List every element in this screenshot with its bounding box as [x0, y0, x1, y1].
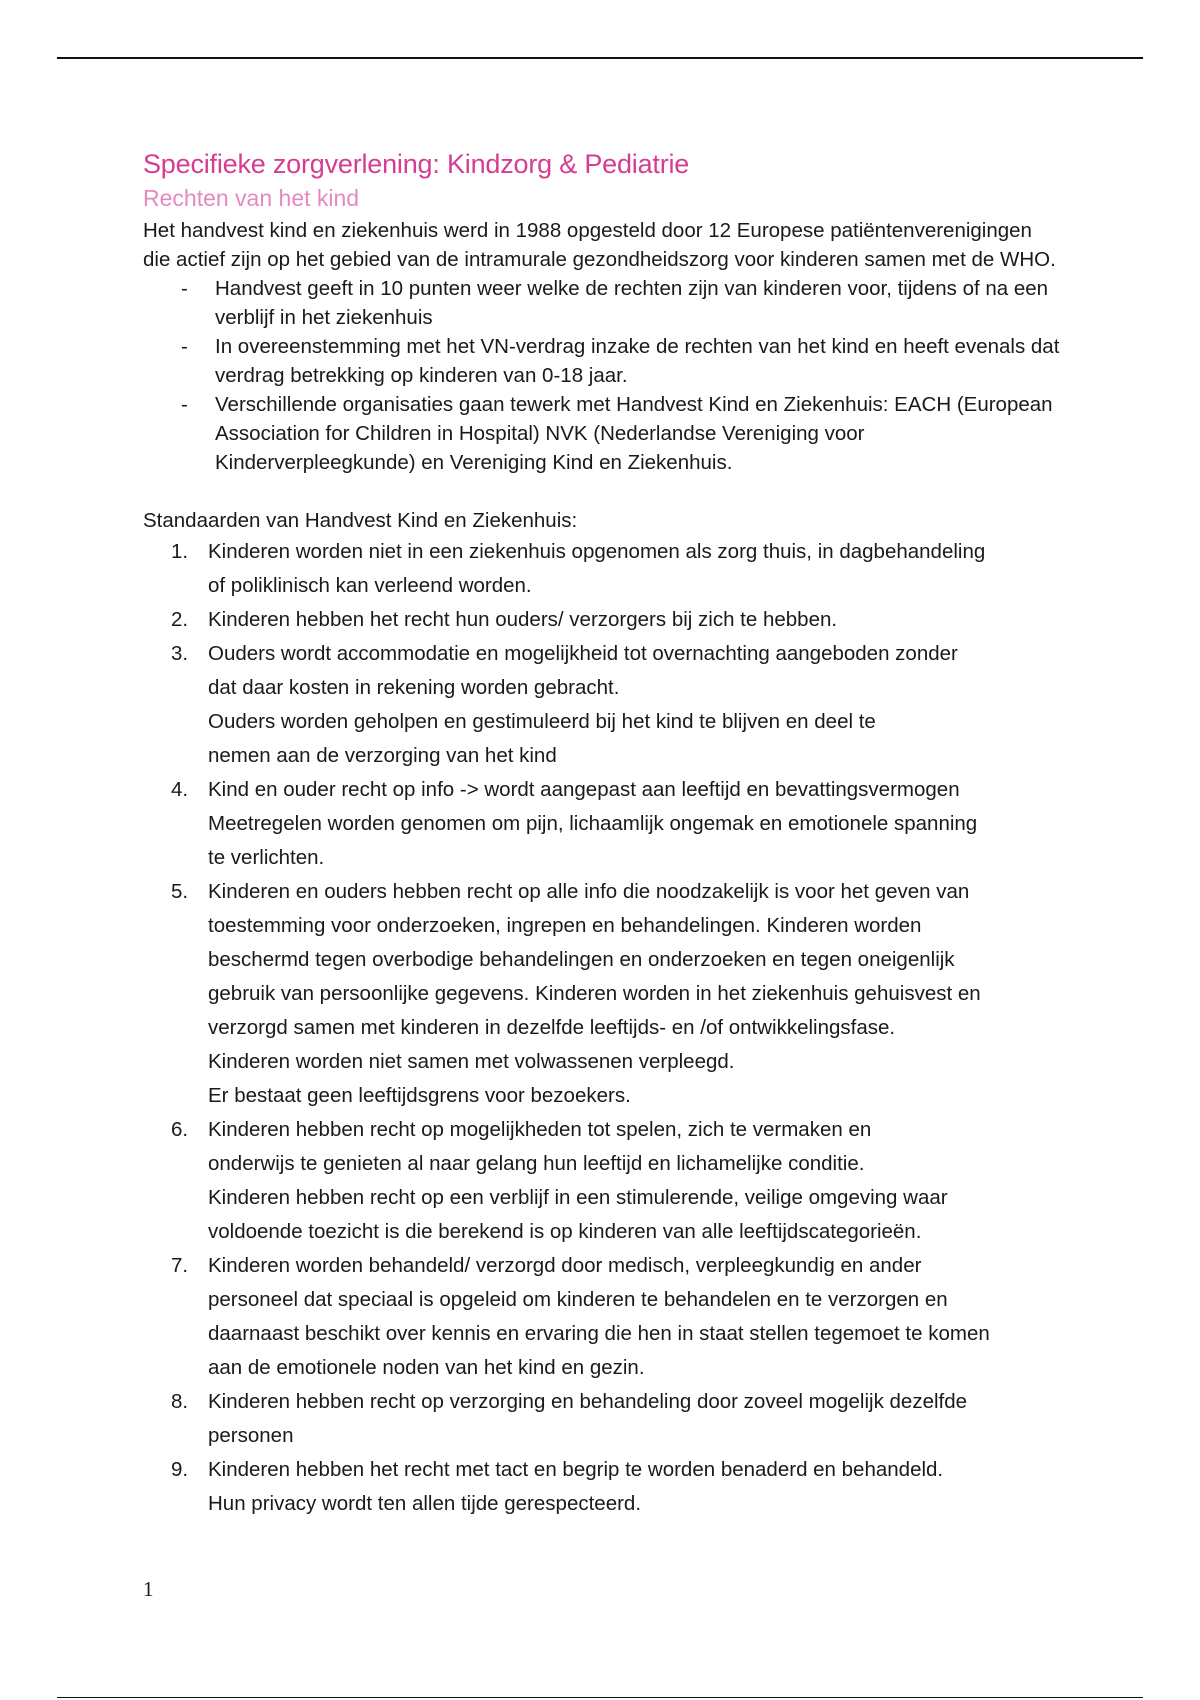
standard-line: Kinderen en ouders hebben recht op alle info die noodzakelijk is voor het geven van — [208, 880, 970, 903]
standard-line: dat daar kosten in rekening worden gebracht. — [208, 676, 620, 699]
standard-item — [143, 773, 1063, 875]
standard-line: of poliklinisch kan verleend worden. — [208, 574, 532, 597]
standard-line: Kinderen hebben recht op een verblijf in een stimulerende, veilige omgeving waar — [208, 1186, 948, 1209]
standard-line: Ouders worden geholpen en gestimuleerd bij het kind te blijven en deel te — [208, 710, 876, 733]
standard-line: Kinderen hebben recht op mogelijkheden tot spelen, zich te vermaken en — [208, 1118, 872, 1141]
bullet-text: Verschillende organisaties gaan tewerk met Handvest Kind en Ziekenhuis: EACH (European Association for Children in Hospital) NVK (Nederlandse Vereniging voor Kinderverpleegkunde) en Vereniging Kind en Ziekenhuis. — [215, 393, 1053, 474]
bullet-marker: - — [181, 277, 188, 300]
document-title: Specifieke zorgverlening: Kindzorg & Pediatrie — [143, 149, 690, 179]
standard-item — [143, 1249, 1063, 1385]
bullet-text: Handvest geeft in 10 punten weer welke de rechten zijn van kinderen voor, tijdens of na een verblijf in het ziekenhuis — [215, 277, 1049, 329]
standard-line: voldoende toezicht is die berekend is op kinderen van alle leeftijdscategorieën. — [208, 1220, 922, 1243]
standard-line: Kind en ouder recht op info -> wordt aangepast aan leeftijd en bevattingsvermogen — [208, 778, 960, 801]
standards-heading: Standaarden van Handvest Kind en Ziekenhuis: — [143, 509, 578, 532]
standard-number: 3. — [171, 642, 189, 665]
standard-line: Kinderen hebben het recht hun ouders/ verzorgers bij zich te hebben. — [208, 608, 838, 631]
standard-item — [143, 1385, 1063, 1453]
intro-paragraph: Het handvest kind en ziekenhuis werd in 1988 opgesteld door 12 Europese patiëntenverenigingen die actief zijn op het gebied van de intramurale gezondheidszorg voor kinderen samen met de WHO. — [143, 219, 1056, 271]
standard-number: 4. — [171, 778, 189, 801]
standard-item — [143, 603, 1063, 637]
bullet-item — [143, 390, 1063, 477]
standard-number: 9. — [171, 1458, 189, 1481]
standards-list — [143, 535, 1063, 1521]
standard-number: 5. — [171, 880, 189, 903]
standard-line: Ouders wordt accommodatie en mogelijkheid tot overnachting aangeboden zonder — [208, 642, 958, 665]
standard-line: personeel dat speciaal is opgeleid om kinderen te behandelen en te verzorgen en — [208, 1288, 948, 1311]
standard-line: toestemming voor onderzoeken, ingrepen en behandelingen. Kinderen worden — [208, 914, 922, 937]
standard-line: Kinderen hebben recht op verzorging en behandeling door zoveel mogelijk dezelfde — [208, 1390, 968, 1413]
standard-number: 1. — [171, 540, 189, 563]
standard-line: Kinderen worden behandeld/ verzorgd door medisch, verpleegkundig en ander — [208, 1254, 922, 1277]
standard-item — [143, 875, 1063, 1113]
header-rule — [57, 57, 1143, 59]
bullet-item — [143, 332, 1063, 390]
standard-line: Hun privacy wordt ten allen tijde gerespecteerd. — [208, 1492, 642, 1515]
standard-line: daarnaast beschikt over kennis en ervaring die hen in staat stellen tegemoet te komen — [208, 1322, 990, 1345]
standard-number: 7. — [171, 1254, 189, 1277]
page-number: 1 — [143, 1577, 154, 1601]
standard-number: 8. — [171, 1390, 189, 1413]
standard-line: te verlichten. — [208, 846, 325, 869]
standard-item — [143, 1453, 1063, 1521]
standard-number: 2. — [171, 608, 189, 631]
standard-line: personen — [208, 1424, 294, 1447]
standard-item — [143, 637, 1063, 773]
standard-line: Kinderen worden niet samen met volwassenen verpleegd. — [208, 1050, 735, 1073]
standard-line: Kinderen worden niet in een ziekenhuis opgenomen als zorg thuis, in dagbehandeling — [208, 540, 986, 563]
standard-line: beschermd tegen overbodige behandelingen en onderzoeken en tegen oneigenlijk — [208, 948, 955, 971]
standard-line: aan de emotionele noden van het kind en gezin. — [208, 1356, 645, 1379]
standard-line: onderwijs te genieten al naar gelang hun leeftijd en lichamelijke conditie. — [208, 1152, 865, 1175]
standard-line: verzorgd samen met kinderen in dezelfde leeftijds- en /of ontwikkelingsfase. — [208, 1016, 896, 1039]
footer-rule — [57, 1697, 1143, 1698]
standard-line: Er bestaat geen leeftijdsgrens voor bezoekers. — [208, 1084, 631, 1107]
bullet-item — [143, 274, 1063, 332]
bullet-text: In overeenstemming met het VN-verdrag inzake de rechten van het kind en heeft evenals dat verdrag betrekking op kinderen van 0-18 jaar. — [215, 335, 1060, 387]
paragraph-gap — [143, 477, 1063, 506]
standard-line: nemen aan de verzorging van het kind — [208, 744, 557, 767]
section-subtitle: Rechten van het kind — [143, 185, 360, 211]
bullet-marker: - — [181, 393, 188, 416]
standard-number: 6. — [171, 1118, 189, 1141]
standard-line: Kinderen hebben het recht met tact en begrip te worden benaderd en behandeld. — [208, 1458, 944, 1481]
standard-line: gebruik van persoonlijke gegevens. Kinderen worden in het ziekenhuis gehuisvest en — [208, 982, 981, 1005]
bullet-marker: - — [181, 335, 188, 358]
standard-line: Meetregelen worden genomen om pijn, lichaamlijk ongemak en emotionele spanning — [208, 812, 978, 835]
bullet-list — [143, 274, 1063, 477]
standard-item — [143, 535, 1063, 603]
document-body — [143, 146, 1063, 1521]
standard-item — [143, 1113, 1063, 1249]
